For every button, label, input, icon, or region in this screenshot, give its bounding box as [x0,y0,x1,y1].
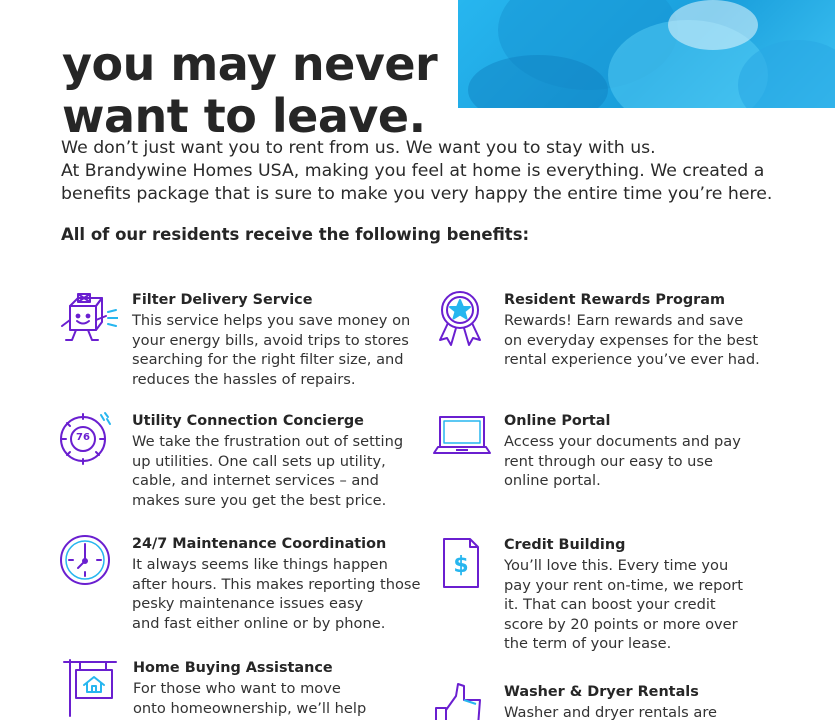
benefit-line: your energy bills, avoid trips to stores [132,331,409,349]
benefit-description [504,703,717,720]
benefit-line: and fast either online or by phone. [132,614,386,632]
laptop-icon [432,411,492,471]
headline [62,0,462,142]
benefit-title: Utility Connection Concierge [132,413,364,429]
benefit-line: This service helps you save money on [132,312,411,329]
benefit-line: pay your rent on-time, we report [504,576,744,594]
intro-line: benefits package that is sure to make you very happy the entire time you’re here. [61,184,773,204]
intro-line: We don’t just want you to rent from us. We want you to stay with us. [61,138,656,158]
benefit-line: rent through our easy to use [504,452,713,470]
benefit-description [504,556,743,654]
benefit-title: Home Buying Assistance [133,660,333,676]
benefit-line: searching for the right filter size, and [132,351,404,369]
benefit-line: You’ll love this. Every time you [504,557,729,574]
benefit-line: online portal. [504,472,601,490]
benefit-title: Resident Rewards Program [504,292,725,308]
thumbs-up-icon [432,682,492,720]
benefit-line: rental experience you’ve ever had. [504,351,760,369]
benefit-line: reduces the hassles of repairs. [132,370,356,388]
benefit-line: Rewards! Earn rewards and save [504,312,744,329]
benefit-line: it. That can boost your credit [504,596,716,614]
house-sign-icon [62,658,122,718]
header-photo [458,0,835,108]
benefit-line: after hours. This makes reporting those [132,575,421,593]
benefit-description [504,432,741,491]
benefit-line: For those who want to move [133,680,341,697]
benefit-title: 24/7 Maintenance Coordination [132,536,387,552]
benefit-description [132,311,410,389]
headline-line: you may never [62,37,438,91]
benefit-description [133,679,366,718]
dollar-document-icon [432,535,492,595]
svg-text:$: $ [453,553,469,578]
benefit-line: on everyday expenses for the best [504,331,759,349]
benefit-line: cable, and internet services – and [132,472,379,490]
benefit-line: It always seems like things happen [132,556,388,573]
benefit-title: Washer & Dryer Rentals [504,684,699,700]
benefit-line: the term of your lease. [504,635,672,653]
award-ribbon-icon [432,290,492,350]
benefit-line: score by 20 points or more over [504,615,738,633]
benefit-description [132,432,403,510]
clock-icon [58,534,118,594]
benefit-line: Washer and dryer rentals are [504,704,717,720]
benefit-line: Access your documents and pay [504,433,741,450]
benefit-description [504,311,760,370]
benefit-title: Credit Building [504,537,626,553]
intro-paragraph [61,137,781,206]
intro-line: At Brandywine Homes USA, making you feel at home is everything. We created a [61,161,765,181]
thermostat-reading: 76 [76,432,90,443]
benefit-line: onto homeownership, we’ll help [133,699,367,717]
benefit-line: pesky maintenance issues easy [132,595,364,613]
filter-box-character-icon [58,290,118,350]
benefit-title: Filter Delivery Service [132,292,313,308]
benefits-heading: All of our residents receive the following benefits: [61,225,530,244]
headline-line: want to leave. [62,89,426,143]
benefit-line: up utilities. One call sets up utility, [132,452,386,470]
benefit-line: We take the frustration out of setting [132,433,404,450]
benefit-title: Online Portal [504,413,611,429]
benefit-description [132,555,421,633]
benefit-line: makes sure you get the best price. [132,491,387,509]
